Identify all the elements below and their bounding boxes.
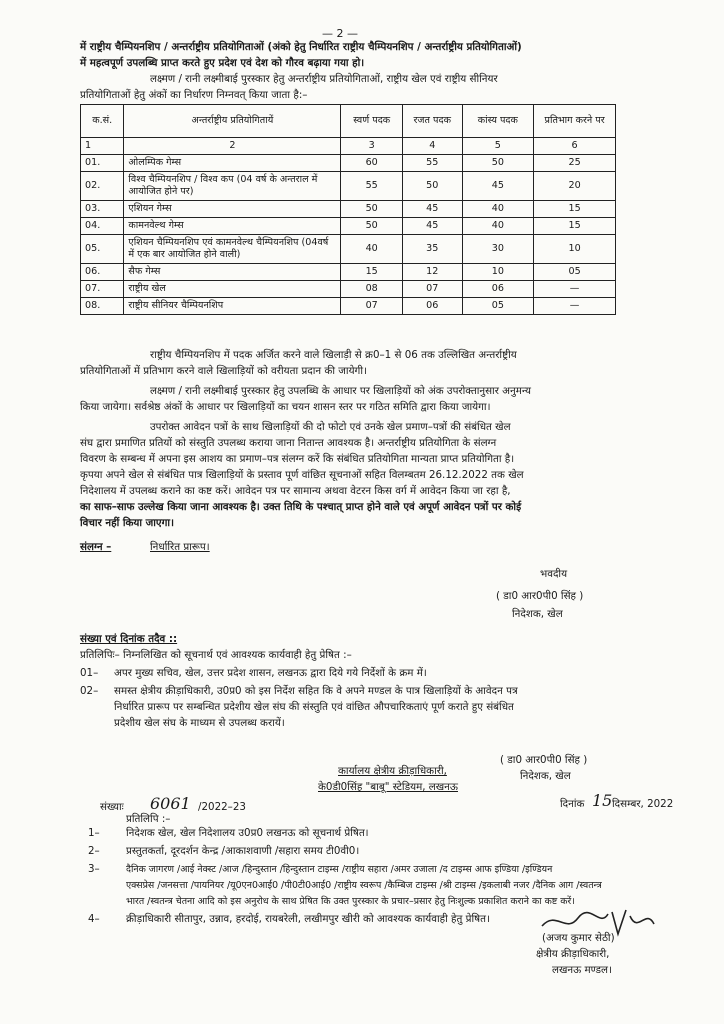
points-table bbox=[80, 104, 616, 315]
table-cell: 40 bbox=[462, 218, 534, 235]
table-cell: 5 bbox=[462, 138, 534, 155]
table-row bbox=[81, 281, 616, 298]
header-sno: क.सं. bbox=[81, 105, 124, 138]
section2-intro: प्रतिलिपिः– निम्नलिखित को सूचनार्थ एवं आवश्यक कार्यवाही हेतु प्रेषित :– bbox=[80, 649, 352, 661]
signatory-place: लखनऊ मण्डल। bbox=[552, 964, 612, 976]
table-index-row bbox=[81, 138, 616, 155]
signatory-name: ( डा0 आर0पी0 सिंह ) bbox=[496, 590, 584, 602]
signatory-name: (अजय कुमार सेठी) bbox=[542, 932, 615, 944]
table-cell: 04. bbox=[81, 218, 124, 235]
paragraph-line: विवरण के सम्बन्ध में अपना इस आशय का प्रमाण–पत्र संलग्न करें कि संबंधित प्रतियोगिता मान्यता प्राप्त प्रतियोगिता है। bbox=[80, 453, 515, 465]
table-cell: विश्व चैम्पियनशिप / विश्व कप (04 वर्ष के अन्तराल में आयोजित होने पर) bbox=[124, 172, 341, 201]
intro-line: प्रतियोगिताओं हेतु अंकों का निर्धारण निम्नवत् किया जाता है:– bbox=[80, 89, 308, 101]
table-row bbox=[81, 264, 616, 281]
table-cell: 08 bbox=[341, 281, 403, 298]
table-cell: 06. bbox=[81, 264, 124, 281]
intro-line: में महत्वपूर्ण उपलब्धि प्राप्त करते हुए प्रदेश एवं देश को गौरव बढ़ाया गया हो। bbox=[80, 57, 365, 69]
table-cell: राष्ट्रीय सीनियर चैम्पियनशिप bbox=[124, 298, 341, 315]
dispatch-number: 6061 bbox=[150, 794, 191, 813]
page-number: — 2 — bbox=[322, 27, 358, 40]
table-cell: 15 bbox=[341, 264, 403, 281]
table-cell: 45 bbox=[402, 201, 462, 218]
section3-heading: प्रतिलिपि :– bbox=[126, 813, 171, 825]
item-text: प्रदेशीय खेल संघ के माध्यम से उपलब्ध करायें। bbox=[114, 717, 285, 729]
dispatch-suffix: /2022–23 bbox=[198, 801, 246, 813]
table-cell: 05 bbox=[534, 264, 616, 281]
item-text: निदेशक खेल, खेल निदेशालय उ0प्र0 लखनऊ को सूचनार्थ प्रेषित। bbox=[126, 827, 369, 839]
table-cell: 60 bbox=[341, 155, 403, 172]
item-text: अपर मुख्य सचिव, खेल, उत्तर प्रदेश शासन, लखनऊ द्वारा दिये गये निर्देशों के क्रम में। bbox=[114, 667, 427, 679]
table-cell: 07 bbox=[402, 281, 462, 298]
table-cell: 10 bbox=[462, 264, 534, 281]
table-cell: 12 bbox=[402, 264, 462, 281]
table-cell: 55 bbox=[402, 155, 462, 172]
intro-line: लक्ष्मण / रानी लक्ष्मीबाई पुरस्कार हेतु अन्तर्राष्ट्रीय प्रतियोगिताओं, राष्ट्रीय खेल एवं राष्ट्रीय सीनियर bbox=[150, 73, 498, 85]
paragraph-line: विचार नहीं किया जाएगा। bbox=[80, 517, 174, 529]
table-cell: 05 bbox=[462, 298, 534, 315]
item-text: निर्धारित प्रारूप पर सम्बन्धित प्रदेशीय खेल संघ की संस्तुति एवं वांछित औपचारिकताएं पूर्ण कराते हुए संबंधित bbox=[114, 701, 514, 713]
table-cell: 05. bbox=[81, 235, 124, 264]
table-cell: 02. bbox=[81, 172, 124, 201]
table-cell: एशियन चैम्पियनशिप एवं कामनवेल्थ चैम्पियनशिप (04वर्ष में एक बार आयोजित होने वाली) bbox=[124, 235, 341, 264]
table-cell: 2 bbox=[124, 138, 341, 155]
item-text: भारत /स्वतन्त्र चेतना आदि को इस अनुरोध के साथ प्रेषित कि उक्त पुरस्कार के प्रचार–प्रसार हेतु निःशुल्क प्रकाशित कराने का कष्ट करें। bbox=[126, 896, 575, 907]
table-cell: 25 bbox=[534, 155, 616, 172]
table-cell: 01. bbox=[81, 155, 124, 172]
item-number: 1– bbox=[88, 827, 100, 839]
section2-heading: संख्या एवं दिनांक तदैव :: bbox=[80, 633, 178, 645]
table-cell: 15 bbox=[534, 218, 616, 235]
table-row bbox=[81, 172, 616, 201]
dispatch-label: संख्याः bbox=[100, 801, 124, 813]
paragraph-line: लक्ष्मण / रानी लक्ष्मीबाई पुरस्कार हेतु उपलब्धि के आधार पर खिलाड़ियों को अंक उपरोक्तानुसार अनुमन्य bbox=[150, 385, 531, 397]
table-cell: 35 bbox=[402, 235, 462, 264]
table-row bbox=[81, 235, 616, 264]
paragraph-line: कृपया अपने खेल से संबंधित पात्र खिलाड़ियों के प्रस्ताव पूर्ण वांछित सूचनाओं सहित विलम्बतम 26.12.2022 तक खेल bbox=[80, 469, 524, 481]
item-number: 02– bbox=[80, 685, 99, 697]
table-cell: ओलम्पिक गेम्स bbox=[124, 155, 341, 172]
table-cell: 15 bbox=[534, 201, 616, 218]
table-cell: 45 bbox=[462, 172, 534, 201]
header-silver: रजत पदक bbox=[402, 105, 462, 138]
signatory-designation: निदेशक, खेल bbox=[512, 608, 563, 620]
signatory-designation: निदेशक, खेल bbox=[520, 770, 571, 782]
office-line: के0डी0सिंह "बाबू" स्टेडियम, लखनऊ bbox=[318, 781, 458, 793]
paragraph-line: निदेशालय में उपलब्ध कराने का कष्ट करें। आवेदन पत्र पर सामान्य अथवा वेटरन किस वर्ग में आवेदन किया जा रहा है, bbox=[80, 485, 511, 497]
item-text: क्रीड़ाधिकारी सीतापुर, उन्नाव, हरदोई, रायबरेली, लखीमपुर खीरी को आवश्यक कार्यवाही हेतु प्रेषित। bbox=[126, 913, 490, 925]
item-text: प्रस्तुतकर्ता, दूरदर्शन केन्द्र /आकाशवाणी /सहारा समय टी0वी0। bbox=[126, 845, 360, 857]
table-cell: 10 bbox=[534, 235, 616, 264]
item-number: 01– bbox=[80, 667, 99, 679]
paragraph-line: किया जायेगा। सर्वश्रेष्ठ अंकों के आधार पर खिलाड़ियों का चयन शासन स्तर पर गठित समिति द्वारा किया जायेगा। bbox=[80, 401, 491, 413]
table-cell: — bbox=[534, 281, 616, 298]
table-cell: सैफ गेम्स bbox=[124, 264, 341, 281]
intro-line: में राष्ट्रीय चैम्पियनशिप / अन्तर्राष्ट्रीय प्रतियोगिताओं (अंको हेतु निर्धारित राष्ट्रीय चैम्पियनशिप / अन्तर्राष्ट्रीय प्रतियोगिताओं) bbox=[80, 41, 522, 53]
table-cell: 4 bbox=[402, 138, 462, 155]
header-competition: अन्तर्राष्ट्रीय प्रतियोगितायें bbox=[124, 105, 341, 138]
date-label: दिनांक bbox=[560, 798, 585, 810]
paragraph-line: राष्ट्रीय चैम्पियनशिप में पदक अर्जित करने वाले खिलाड़ी से क्र0–1 से 06 तक उल्लिखित अन्तर्राष्ट्रीय bbox=[150, 349, 517, 361]
table-cell: 1 bbox=[81, 138, 124, 155]
table-cell: 50 bbox=[402, 172, 462, 201]
item-text: समस्त क्षेत्रीय क्रीड़ाधिकारी, उ0प्र0 को इस निर्देश सहित कि वे अपने मण्डल के पात्र खिलाड़ियों के आवेदन पत्र bbox=[114, 685, 518, 697]
item-number: 4– bbox=[88, 913, 100, 925]
table-cell: 55 bbox=[341, 172, 403, 201]
table-row bbox=[81, 218, 616, 235]
paragraph-line: का साफ–साफ उल्लेख किया जाना आवश्यक है। उक्त तिथि के पश्चात् प्राप्त होने वाले एवं अपूर्ण आवेदन पत्रों पर कोई bbox=[80, 501, 522, 513]
table-cell: 45 bbox=[402, 218, 462, 235]
closing-text: भवदीय bbox=[540, 568, 568, 580]
table-cell: 3 bbox=[341, 138, 403, 155]
paragraph-line: उपरोक्त आवेदन पत्रों के साथ खिलाड़ियों की दो फोटो एवं उनके खेल प्रमाण–पत्रों की संबंधित खेल bbox=[150, 421, 511, 433]
table-cell: 20 bbox=[534, 172, 616, 201]
header-participation: प्रतिभाग करने पर bbox=[534, 105, 616, 138]
item-number: 2– bbox=[88, 845, 100, 857]
table-cell: 40 bbox=[462, 201, 534, 218]
table-header-row bbox=[81, 105, 616, 138]
table-cell: 50 bbox=[462, 155, 534, 172]
table-cell: 03. bbox=[81, 201, 124, 218]
table-cell: 30 bbox=[462, 235, 534, 264]
item-text: दैनिक जागरण /आई नेक्स्ट /आज /हिन्दुस्तान /हिन्दुस्तान टाइम्स /राष्ट्रीय सहारा /अमर उजाला /द टाइम्स आफ इण्डिया /इण्डियन bbox=[126, 864, 553, 875]
header-bronze: कांस्य पदक bbox=[462, 105, 534, 138]
signatory-name: ( डा0 आर0पी0 सिंह ) bbox=[500, 754, 588, 766]
table-row bbox=[81, 201, 616, 218]
table-cell: कामनवेल्थ गेम्स bbox=[124, 218, 341, 235]
enclosure-label: संलग्न – bbox=[80, 541, 112, 553]
item-text: एक्सप्रेस /जनसत्ता /पायनियर /यू0एन0आई0 /पी0टी0आई0 /राष्ट्रीय स्वरूप /कैम्बिज टाइम्स /श्री टाइम्स /इकलाबी नजर /दैनिक आग /स्वतन्त्र bbox=[126, 880, 602, 891]
table-cell: 50 bbox=[341, 201, 403, 218]
table-cell: 50 bbox=[341, 218, 403, 235]
paragraph-line: प्रतियोगिताओं में प्रतिभाग करने वाले खिलाड़ियों को वरीयता प्रदान की जायेगी। bbox=[80, 365, 367, 377]
date-rest: दिसम्बर, 2022 bbox=[612, 798, 674, 810]
header-gold: स्वर्ण पदक bbox=[341, 105, 403, 138]
table-cell: — bbox=[534, 298, 616, 315]
item-number: 3– bbox=[88, 863, 100, 875]
table-cell: 40 bbox=[341, 235, 403, 264]
table-cell: राष्ट्रीय खेल bbox=[124, 281, 341, 298]
table-cell: 07 bbox=[341, 298, 403, 315]
table-cell: 08. bbox=[81, 298, 124, 315]
paragraph-line: संघ द्वारा प्रमाणित प्रतियों को संस्तुति उपलब्ध कराया जाना नितान्त आवश्यक है। अन्तर्राष्ट्रीय प्रतियोगिता के संलग्न bbox=[80, 437, 497, 449]
office-line: कार्यालय क्षेत्रीय क्रीड़ाधिकारी, bbox=[338, 765, 447, 777]
table-cell: 6 bbox=[534, 138, 616, 155]
signatory-designation: क्षेत्रीय क्रीड़ाधिकारी, bbox=[536, 948, 610, 960]
table-cell: 07. bbox=[81, 281, 124, 298]
enclosure-value: निर्धारित प्रारूप। bbox=[150, 541, 210, 553]
table-row bbox=[81, 298, 616, 315]
table-cell: एशियन गेम्स bbox=[124, 201, 341, 218]
date-day: 15 bbox=[592, 791, 613, 810]
table-row bbox=[81, 155, 616, 172]
table-cell: 06 bbox=[462, 281, 534, 298]
table-cell: 06 bbox=[402, 298, 462, 315]
